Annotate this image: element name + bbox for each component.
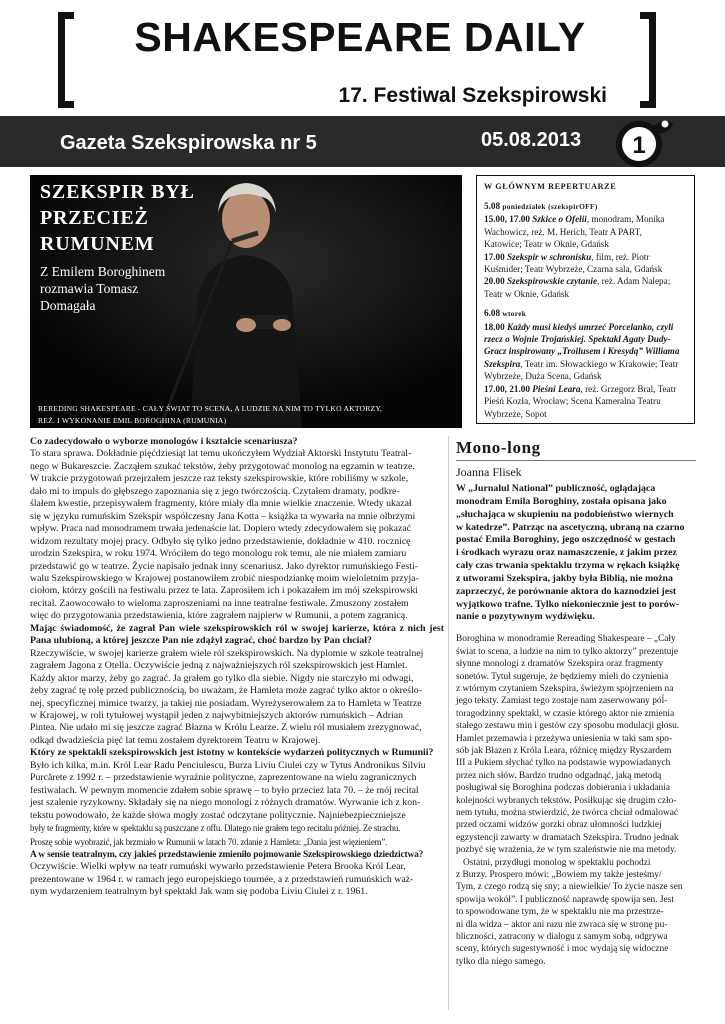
repertoire-box <box>476 175 695 424</box>
question-2: Mając świadomość, że zagrał Pan wiele szekspirowskich ról w swojej karierze, która z nich jest Pana ulubioną, a której jeszcze Pan nie zdążył zagrać, choć bardzo by Pan chciał? <box>30 622 444 647</box>
repertoire-day-2-entries: 18.00 Każdy musi kiedyś umrzeć Porcelanko, czyli rzecz o Wojnie Trojańskiej. Spektakl Agaty Dudy- Gracz inspirowany „Troilusem i Kresydą” Williama Szekspira, Teatr im. Słowackiego w Krakowie; Teatr Wybrzeże, Duża Scena, Gdańsk 17.00, 21.00 Pieśni Leara, reż. Grzegorz Bral, Teatr Pieśń Kozła, Wrocław; Scena Kameralna Teatru Wybrzeże, Sopot <box>484 321 680 419</box>
answer-4: Oczywiście. Wielki wpływ na teatr rumuński wywarło przedstawienie Petera Brooka Król Lear, prezentowane w 1964 r. w ramach jego europejskiego tournée, a z przedstawień rumuńskich waż- nym wydarzeniem teatralnym był spektakl Jak wam się podoba Liviu Ciulei z r. 1961. <box>30 861 414 898</box>
review-article <box>456 438 696 968</box>
review-author: Joanna Flisek <box>456 465 522 479</box>
photo-caption: REREDING SHAKESPEARE - CAŁY ŚWIAT TO SCENA, A LUDZIE NA NIM TO TYLKO AKTORZY, REŻ. I WYKONANIE EMIL BOROGHINA (RUMUNIA) <box>38 404 383 425</box>
review-title-rule <box>456 460 696 461</box>
festival-name: 17. Festiwal Szekspirowski <box>338 84 607 107</box>
question-4: A w sensie teatralnym, czy jakieś przedstawienie zmieniło pojmowanie Szekspirowskiego dziedzictwa? <box>30 849 424 860</box>
logo-number: 1 <box>632 132 646 159</box>
issue-label: Gazeta Szekspirowska nr 5 <box>60 132 317 154</box>
repertoire-day-2: 6.08 wtorek <box>484 308 527 319</box>
review-title: Mono-long <box>456 438 541 457</box>
newspaper-title: SHAKESPEARE DAILY <box>134 14 586 60</box>
question-3: Który ze spektakli szekspirowskich jest istotny w kontekście wydarzeń politycznych w Rumunii? <box>30 747 434 759</box>
answer-3: Było ich kilka, m.in. Król Lear Radu Penciulescu, Burza Liviu Ciulei czy w Tytus Andronikus Silviu Purcărete z 1992 r. – przedstawienie wyraźnie polityczne, zaprezentowane na wielu zagranicznych festiwalach. W pewnym momencie zdałem sobie sprawę – to było przecież lata 70. – że mój recital jest szalenie ryzykowny. Składały się na niego monologi z różnych dramatów. Wyrwanie ich z kon- tekstu powodowało, że każde słowa mogły zostać odczytane politycznie. Najniebezpieczniejsze były te fragmenty, które w spektaklu są puszczane z offu. Dlatego nie grałem tego recitalu później. Ze strachu. Proszę sobie wyobrazić, jak brzmiało w Rumunii w latach 70. zdanie z Hamleta: „Dania jest więzieniem”. <box>30 759 426 847</box>
interview-article <box>30 436 444 899</box>
festival-logo-icon <box>615 112 675 170</box>
answer-1: To stara sprawa. Dokładnie pięćdziesiąt lat temu ukończyłem Wydział Aktorski Instytutu Teatral- nego w Bukareszcie. Zacząłem szukać tekstów, żeby przygotować monolog na egzamin w teatrze. W trakcie przygotowań przejrzałem jeszcze raz teksty szekspirowskie, które robiliśmy w szkole, dało mi to impuls do głębszego zapoznania się z jego twórczością. Czytałem dramaty, podkre- ślałem kwestie, przepisywałem fragmenty, które miały dla mnie wielkie znaczenie. Wtedy ukazał się w języku rumuńskim Szekspir współczesny Jana Kotta – książka ta wywarła na mnie olbrzymi wpływ. Praca nad monodramem trwała jedenaście lat. Dopiero wtedy zdecydowałem się pokazać widzom rezultaty mojej pracy. Odbyło się tylko jedno przedstawienie, dokładnie w 410. rocznicę urodzin Szekspira, w roku 1974. Wróciłem do tego monologu rok temu, ale nie miałem zamiaru przedstawić go w teatrze. Życie napisało jednak inny scenariusz. Jako dyrektor rumuńskiego Festi- walu Szekspirowskiego w Krajowej postanowiłem zrobić niespodziankę moim wieloletnim przyja- ciołom, którzy gościli na festiwalu przez te lata. Zaprosiłem ich i pokazałem im mój szekspirowski recital. Zaowocowało to wieloma zaproszeniami na inne teatralne festiwale. Zmuszony zostałem więc do przygotowania przedstawienia, które zagrałem najpierw w Rumunii, a potem zagranicą. <box>30 448 419 622</box>
answer-2: Rzeczywiście, w swojej karierze grałem wiele ról szekspirowskich. Na dyplomie w szkole teatralnej zagrałem Jagona z Otella. Oczywiście jedną z najważniejszych ról szekspirowskich jest Hamlet. Każdy aktor marzy, żeby go zagrać. Ja grałem go tylko dla siebie. Nigdy nie starczyło mi odwagi, żeby zagrać tę rolę przed publicznością, bo uważam, że Hamleta może zagrać tylko aktor o określo- nej, specyficznej mimice twarzy, ja takiej nie posiadam. Wyreżyserowałem za to Hamleta w Teatrze w Krajowej, w roli tytułowej wystąpił jeden z najwybitniejszych aktorów rumuńskich – Adrian Pintea. Nie udało mi się jeszcze zagrać Błazna w Królu Learze. Z wielu ról musiałem zrezygnować, odkąd dwadzieścia pięć lat temu zostałem dyrektorem Teatru w Krajowej. <box>30 647 424 746</box>
issue-date: 05.08.2013 <box>481 129 582 151</box>
repertoire-day-1: 5.08 poniedziałek (szekspirOFF) <box>484 201 598 211</box>
interview-byline: Z Emilem Boroghinem rozmawia Tomasz Domagała <box>40 264 166 313</box>
review-lead: W „Jurnalul National” publiczność, oglądająca monodram Emila Boroghiny, została opisana jako „słuchająca w skupieniu na podobieństwo wiernych w katedrze”. Patrząc na ascetyczną, ubraną na czarno postać Emila Boroghiny, jego oszczędność w gestach i środkach wyrazu oraz namaszczenie, z jakim przez cały czas trwania spektaklu trzyma w rękach książkę z utworami Szekspira, jakby była Biblią, nie można zaprzeczyć, że porównanie aktora do kaznodziei jest wyjątkowo trafne. Tylko niekoniecznie jest to porów- nanie o pozytywnym wydźwięku. <box>456 483 685 623</box>
masthead <box>0 0 725 118</box>
question-1: Co zadecydowało o wyborze monologów i kształcie scenariusza? <box>30 436 298 447</box>
review-body: Boroghina w monodramie Rereading Shakespeare – „Cały świat to scena, a ludzie na nim to tylko aktorzy” prezentuje słynne monologi z dramatów Szekspira oraz fragmenty sonetów. Tytuł sugeruje, że będziemy mieli do czynienia z wtórnym czytaniem Szekspira, świeżym spojrzeniem na jego teksty. Zamiast tego zostaje nam zaserwowany póĺ- toragodzinny spektakl, w czasie którego aktor nie zmienia stałego zestawu min i gestów czy sposobu modulacji głosu. Hamlet przemawia i przeżywa uniesienia w taki sam spo- sób jak Błazen z Króla Leara, różnicę między Ryszardem III a Pukiem słychać tylko na podstawie wypowiadanych przez nich słów. Bardzo trudno odgadnąć, jaką metodą posługiwał się Boroghina podczas dobierania i układania kolejności wybranych tekstów. Posiłkując się drugim czło- nem tytułu, można stwierdzić, że twórca chciał odmalować przed oczami widzów gorzki obraz ułomności ludzkiej egzystencji zawarty w dramatach Szekspira. Trudno jednak pozbyć się wrażenia, że w tym szaleństwie nie ma metody. Ostatni, przydługi monolog w spektaklu pochodzi z Burzy. Prospero mówi: „Bowiem my także jesteśmy/ Tym, z czego rodzą się sny; a niewielkie/ To życie nasze sen spowija wokół”. I publiczność naprawdę spowija sen. Jest to spowodowane tym, że w spektaklu nie ma przestrze- ni dla widza – aktor ani razu nie zwraca się w stronę pu- bliczności, zatracony w dialogu z samym sobą, odgrywa sceny, których sugestywność i moc wydają się widoczne tylko dla niego samego. <box>456 634 683 967</box>
repertoire-heading: W GŁÓWNYM REPERTUARZE <box>484 182 617 191</box>
photo-credit: fot. Greg Goodale <box>437 189 446 248</box>
repertoire-day-1-entries: 15.00, 17.00 Szkice o Ofelii, monodram, Monika Wachowicz, reż. M. Herich, Teatr A PART, Katowice; Teatr w Oknie, Gdańsk 17.00 Szekspir w schronisku, film, reż. Piotr Kuśmider; Teatr Wybrzeże, Czarna sala, Gdańsk 20.00 Szekspirowskie czytanie, reż. Adam Nalepa; Teatr w Oknie, Gdańsk <box>484 214 671 299</box>
interview-headline: SZEKSPIR BYŁ PRZECIEŻ RUMUNEM <box>40 181 195 255</box>
left-bracket-ornament <box>58 12 74 108</box>
column-divider <box>448 436 449 1010</box>
right-bracket-ornament <box>640 12 656 108</box>
hero-photo <box>30 175 462 428</box>
